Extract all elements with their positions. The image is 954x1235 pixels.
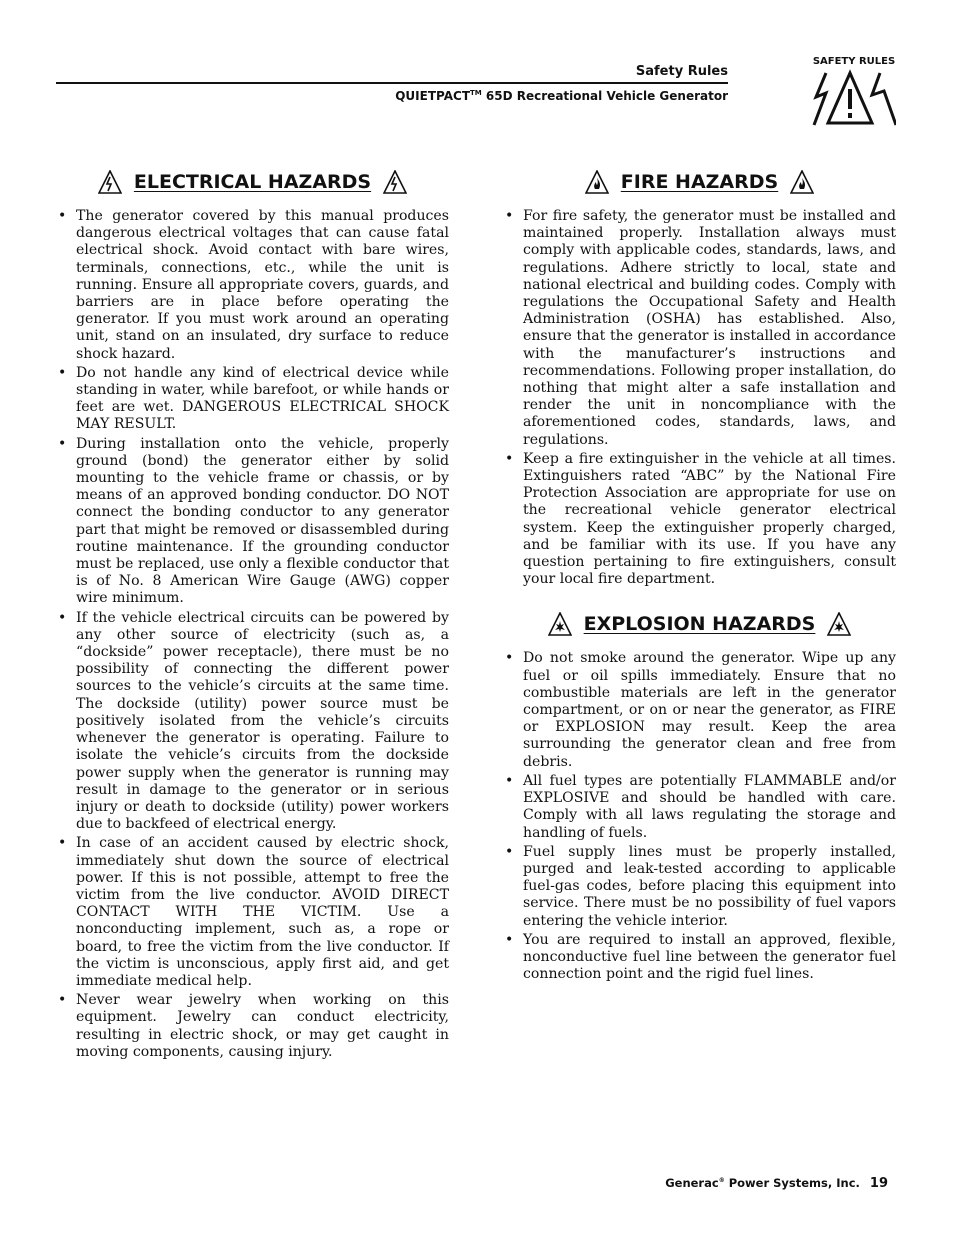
fire-warning-icon <box>790 170 814 194</box>
list-item: • Do not handle any kind of electrical device while standing in water, while barefoot, or while hands or feet are wet. DANGEROUS ELECTRICAL SHOCK MAY RESULT. <box>56 365 449 434</box>
explosion-warning-icon <box>827 612 851 636</box>
electrical-hazards-section <box>56 170 449 1063</box>
list-item: • Keep a fire extinguisher in the vehicle at all times. Extinguishers rated “ABC” by the National Fire Protection Association are appropriate for use on the recreational vehicle generator electrical system. Keep the extinguisher properly charged, and be familiar with its use. If you have any question pertaining to fire extinguishers, consult your local fire department. <box>503 451 896 589</box>
header-rule <box>56 82 728 84</box>
explosion-hazards-list <box>503 650 896 983</box>
badge-label: SAFETY RULES <box>812 56 896 67</box>
explosion-hazards-section <box>503 612 896 983</box>
electric-shock-warning-icon <box>98 170 122 194</box>
explosion-warning-icon <box>548 612 572 636</box>
list-item: • If the vehicle electrical circuits can be powered by any other source of electricity (such as, a “dockside” power receptacle), there must be no possibility of connecting the different power sources to the vehicle’s circuits at the same time. The dockside (utility) power source must be positively isolated from the vehicle’s circuits whenever the generator is operating. Failure to isolate the vehicle’s circuits from the dockside power supply when the generator is running may result in damage to the generator or in serious injury or death to dockside (utility) power workers due to backfeed of electrical energy. <box>56 610 449 834</box>
registered-mark: ® <box>718 1177 725 1185</box>
right-column <box>503 170 896 985</box>
explosion-hazards-heading <box>503 612 896 636</box>
section-spacer <box>503 590 896 612</box>
electrical-hazards-list <box>56 208 449 1061</box>
trademark-mark: TM <box>470 89 482 97</box>
list-item: • For fire safety, the generator must be installed and maintained properly. Installation always must comply with applicable codes, standards, laws, and regulations. Adhere strictly to local, state and national electrical and building codes. Comply with regulations the Occupational Safety and Health Administration (OSHA) has established. Also, ensure that the generator is installed in accordance with the manufacturer’s instructions and recommendations. Following proper installation, do nothing that might alter a safe installation and render the unit in noncompliance with the aforementioned codes, standards, laws, and regulations. <box>503 208 896 449</box>
list-item: • The generator covered by this manual produces dangerous electrical voltages that can cause fatal electrical shock. Avoid contact with bare wires, terminals, connections, etc., while the unit is running. Ensure all appropriate covers, guards, and barriers are in place before operating the generator. If you must work around an operating unit, stand on an insulated, dry surface to reduce shock hazard. <box>56 208 449 363</box>
list-item: • During installation onto the vehicle, properly ground (bond) the generator either by solid mounting to the vehicle frame or chassis, or by means of an approved bonding conductor. DO NOT connect the bonding conductor to any generator part that might be removed or disassembled during routine maintenance. If the grounding conductor must be replaced, use only a flexible conductor that is of No. 8 American Wire Gauge (AWG) copper wire minimum. <box>56 436 449 608</box>
fire-hazards-heading <box>503 170 896 194</box>
list-item: • Do not smoke around the generator. Wipe up any fuel or oil spills immediately. Ensure that no combustible materials are left in the generator compartment, or on or near the generator, as FIRE or EXPLOSION may result. Keep the area surrounding the generator clean and free from debris. <box>503 650 896 770</box>
fire-hazards-list <box>503 208 896 588</box>
fire-hazards-title: FIRE HAZARDS <box>620 171 779 193</box>
footer-company-rest: Power Systems, Inc. <box>724 1176 860 1190</box>
page-footer <box>665 1176 888 1191</box>
electrical-hazards-title: ELECTRICAL HAZARDS <box>133 171 372 193</box>
section-title: Safety Rules <box>635 64 728 79</box>
electrical-hazards-heading <box>56 170 449 194</box>
product-name: QUIETPACT <box>395 89 470 103</box>
explosion-hazards-title: EXPLOSION HAZARDS <box>583 613 816 636</box>
product-title <box>395 89 728 103</box>
list-item: • Never wear jewelry when working on this equipment. Jewelry can conduct electricity, resulting in electric shock, or may get caught in moving components, causing injury. <box>56 992 449 1061</box>
list-item: • All fuel types are potentially FLAMMABLE and/or EXPLOSIVE and should be handled with care. Comply with all laws regulating the storage and handling of fuels. <box>503 773 896 842</box>
footer-company: Generac <box>665 1176 719 1190</box>
fire-warning-icon <box>585 170 609 194</box>
high-voltage-warning-icon <box>812 69 896 127</box>
list-item: • In case of an accident caused by electric shock, immediately shut down the source of electrical power. If this is not possible, attempt to free the victim from the live conductor. AVOID DIRECT CONTACT WITH THE VICTIM. Use a nonconducting implement, such as, a rope or board, to free the victim from the live conductor. If the victim is unconscious, apply first aid, and get immediate medical help. <box>56 835 449 990</box>
list-item: • Fuel supply lines must be properly installed, purged and leak-tested according to applicable fuel-gas codes, before placing this equipment into service. There must be no possibility of fuel vapors entering the vehicle interior. <box>503 844 896 930</box>
fire-hazards-section <box>503 170 896 588</box>
product-subtitle: 65D Recreational Vehicle Generator <box>481 89 728 103</box>
safety-rules-badge <box>808 56 900 128</box>
electric-shock-warning-icon <box>383 170 407 194</box>
list-item: • You are required to install an approved, flexible, nonconductive fuel line between the generator fuel connection point and the rigid fuel lines. <box>503 932 896 984</box>
page-number: 19 <box>869 1176 888 1191</box>
